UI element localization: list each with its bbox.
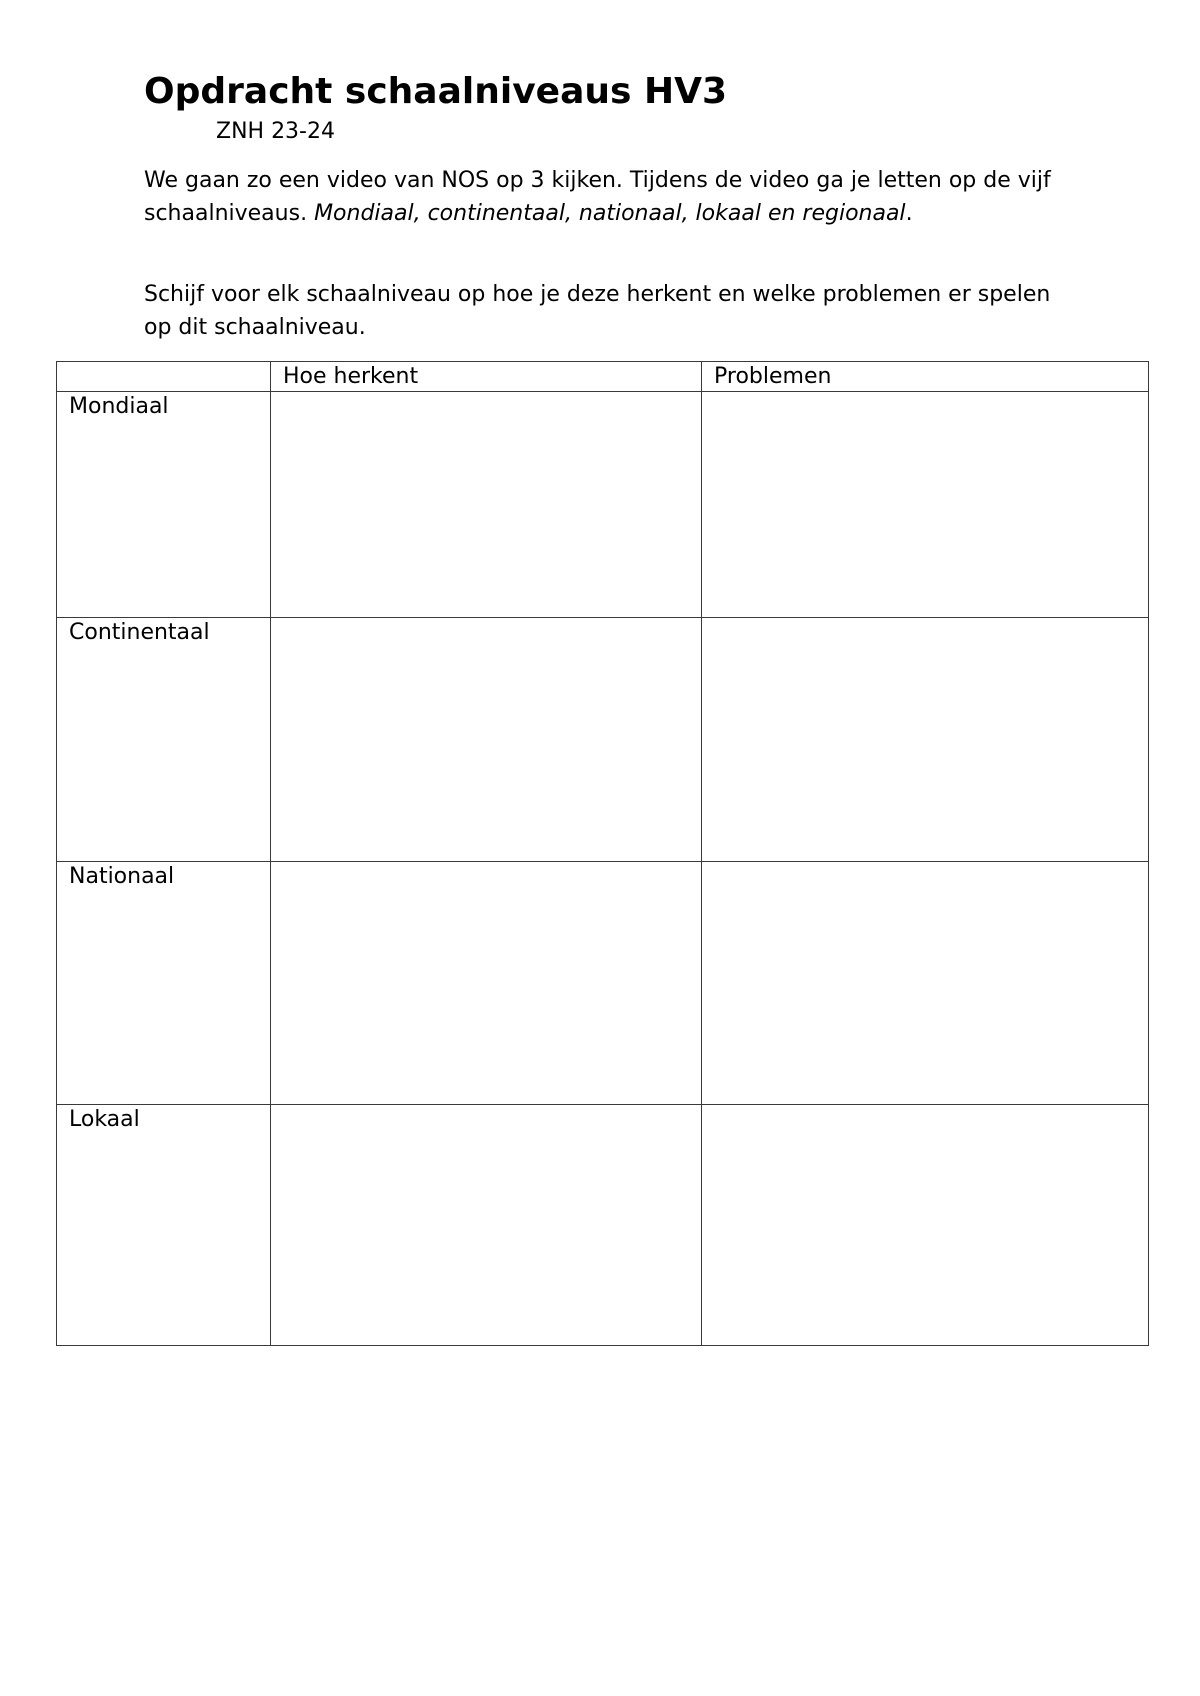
answer-cell-problemen-lokaal[interactable] bbox=[702, 1105, 1149, 1346]
answer-cell-herkent-continentaal[interactable] bbox=[271, 618, 702, 862]
answer-cell-problemen-nationaal[interactable] bbox=[702, 862, 1149, 1105]
table-row-continentaal bbox=[57, 618, 1149, 862]
row-label-lokaal: Lokaal bbox=[57, 1105, 271, 1346]
row-label-continentaal: Continentaal bbox=[57, 618, 271, 862]
answer-cell-herkent-nationaal[interactable] bbox=[271, 862, 702, 1105]
intro-italic-levels: Mondiaal, continentaal, nationaal, lokaal en regionaal bbox=[314, 201, 906, 226]
table-row-nationaal bbox=[57, 862, 1149, 1105]
answer-cell-herkent-lokaal[interactable] bbox=[271, 1105, 702, 1346]
page-title: Opdracht schaalniveaus HV3 bbox=[144, 71, 727, 112]
header-cell-hoe-herkent: Hoe herkent bbox=[271, 362, 702, 392]
row-label-nationaal: Nationaal bbox=[57, 862, 271, 1105]
instruction-paragraph: Schijf voor elk schaalniveau op hoe je deze herkent en welke problemen er spelen op dit schaalniveau. bbox=[144, 282, 1051, 340]
answer-cell-problemen-continentaal[interactable] bbox=[702, 618, 1149, 862]
intro-text: We gaan zo een video van NOS op 3 kijken. Tijdens de video ga je letten op de vijf schaalniveaus. bbox=[144, 168, 1051, 226]
intro-paragraph bbox=[144, 164, 1074, 230]
row-label-mondiaal: Mondiaal bbox=[57, 392, 271, 618]
table-header-row bbox=[57, 362, 1149, 392]
worksheet-table bbox=[56, 361, 1149, 1346]
header-cell-problemen: Problemen bbox=[702, 362, 1149, 392]
table-row-mondiaal bbox=[57, 392, 1149, 618]
answer-cell-herkent-mondiaal[interactable] bbox=[271, 392, 702, 618]
table-row-lokaal bbox=[57, 1105, 1149, 1346]
answer-cell-problemen-mondiaal[interactable] bbox=[702, 392, 1149, 618]
page-subtitle: ZNH 23-24 bbox=[216, 119, 335, 144]
header-cell-empty bbox=[57, 362, 271, 392]
intro-end: . bbox=[905, 201, 913, 226]
